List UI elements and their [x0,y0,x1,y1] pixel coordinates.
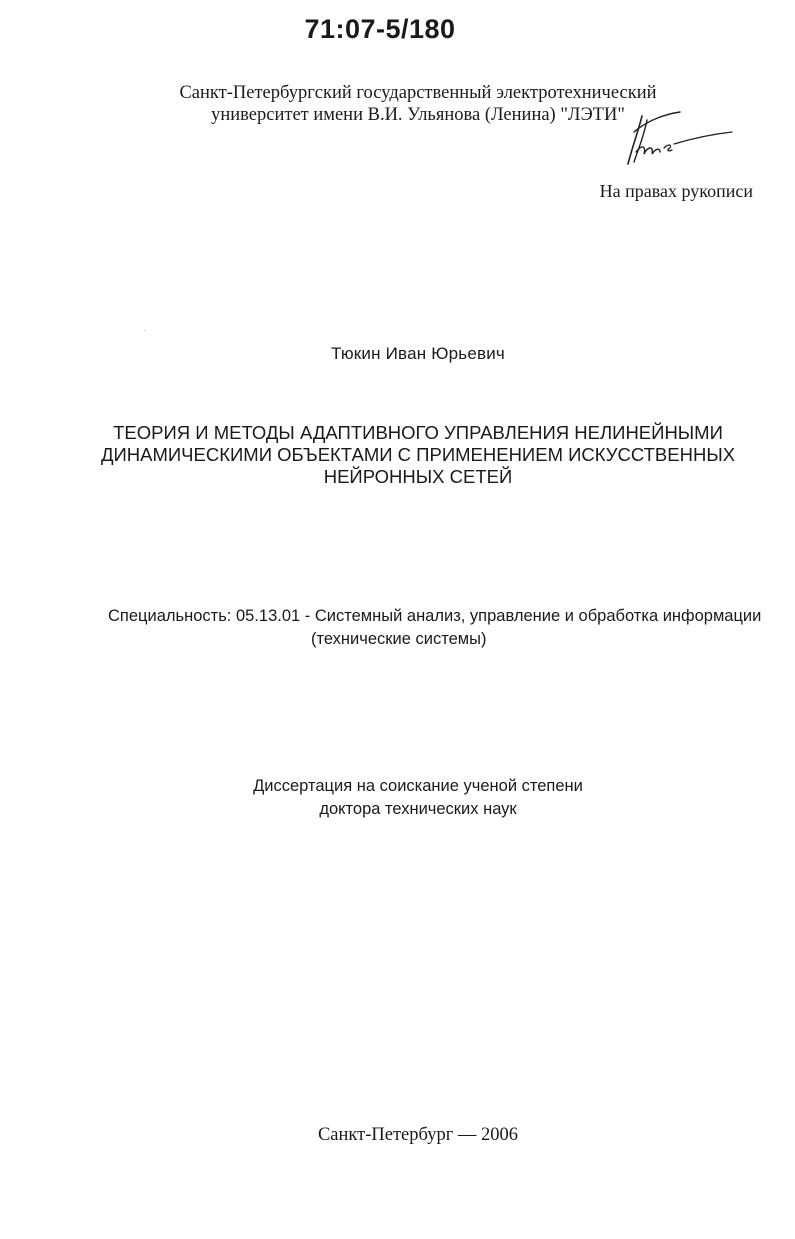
title-line-2: ДИНАМИЧЕСКИМИ ОБЪЕКТАМИ С ПРИМЕНЕНИЕМ ИСКУССТВЕННЫХ [100,444,736,465]
dissertation-title [0,422,795,488]
manuscript-rights-note: На правах рукописи [599,181,753,201]
title-line-3: НЕЙРОННЫХ СЕТЕЙ [323,466,513,487]
title-line-1: ТЕОРИЯ И МЕТОДЫ АДАПТИВНОГО УПРАВЛЕНИЯ НЕЛИНЕЙНЫМИ [113,422,723,443]
degree-line-2: доктора технических наук [319,800,517,818]
specialty [108,605,761,651]
scan-speck [144,330,145,331]
degree-line-1: Диссертация на соискание ученой степени [253,777,583,795]
handwritten-signature [614,110,738,170]
city-and-year: Санкт-Петербург — 2006 [317,1125,519,1145]
catalog-number: 71:07-5/180 [304,14,456,44]
author-name: Тюкин Иван Юрьевич [331,344,505,363]
institution-line-2: университет имени В.И. Ульянова (Ленина) "ЛЭТИ" [211,105,625,125]
specialty-line-2: (технические системы) [311,630,487,648]
specialty-line-1: Специальность: 05.13.01 - Системный анализ, управление и обработка информации [108,607,762,625]
institution-line-1: Санкт-Петербургский государственный электротехнический [179,83,657,103]
degree-statement [0,775,795,821]
